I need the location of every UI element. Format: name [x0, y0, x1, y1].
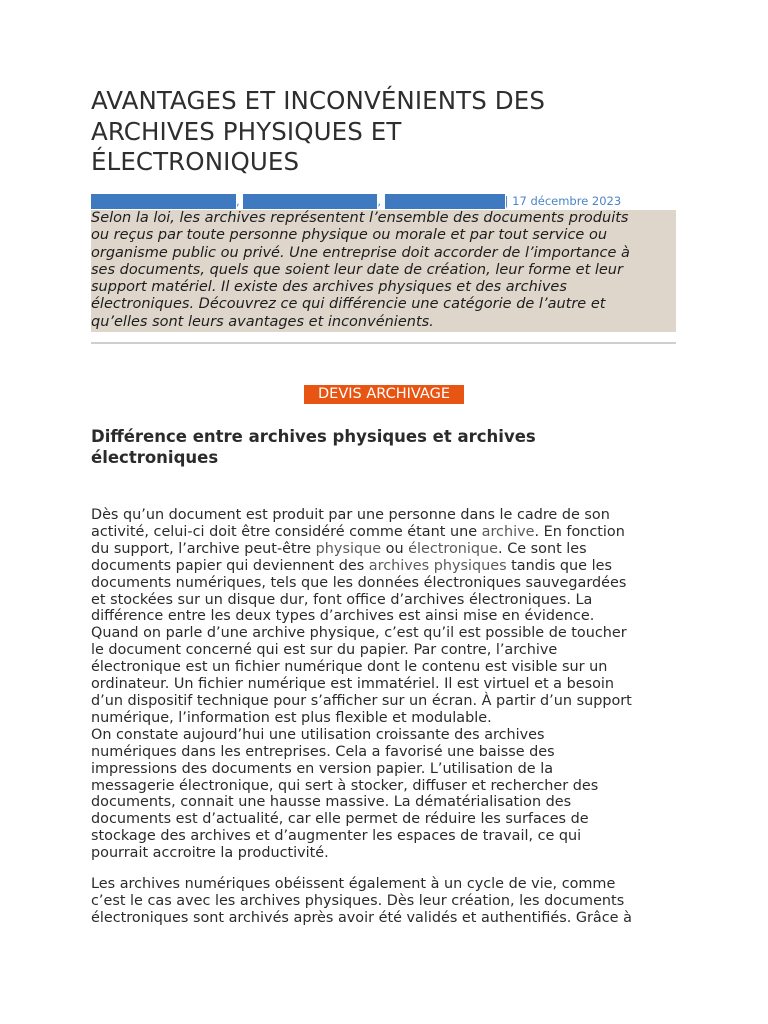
intro-line: organisme public ou privé. Une entreprise doit accorder de l’importance à — [91, 244, 630, 261]
text-span: tandis que les — [506, 557, 612, 574]
text-line: ordinateur. Un fichier numérique est immatériel. Il est virtuel et a besoin — [91, 676, 614, 693]
text-line: numérique, l’information est plus flexible et modulable. — [91, 709, 492, 726]
text-line: électroniques sont archivés après avoir été validés et authentifiés. Grâce à — [91, 909, 632, 926]
text-line: pourrait accroitre la productivité. — [91, 845, 329, 862]
text-line: stockage des archives et d’augmenter les espaces de travail, ce qui — [91, 828, 582, 845]
text-span: . Ce sont les — [498, 540, 587, 557]
text-span: documents papier qui deviennent des — [91, 557, 369, 574]
text-line — [91, 558, 691, 575]
divider — [91, 342, 676, 344]
text-line: le document concerné qui est sur du papier. Par contre, l’archive — [91, 642, 558, 659]
intro-line: Selon la loi, les archives représentent l’ensemble des documents produits — [91, 210, 629, 226]
intro-line: ses documents, quels que soient leur date de création, leur forme et leur — [91, 261, 623, 278]
text-line: différence entre les deux types d’archives est ainsi mise en évidence. — [91, 608, 595, 625]
text-span: du support, l’archive peut-être — [91, 540, 316, 557]
tag-link[interactable] — [385, 194, 505, 209]
text-line: et stockées sur un disque dur, font office d’archives électroniques. La — [91, 591, 593, 608]
intro-line: support matériel. Il existe des archives physiques et des archives — [91, 279, 567, 296]
heading-line: Différence entre archives physiques et archives — [91, 427, 536, 446]
physique-link[interactable]: physique — [315, 540, 382, 557]
text-line: numériques dans les entreprises. Cela a favorisé une baisse des — [91, 743, 555, 760]
text-line: c’est le cas avec les archives physiques. Dès leur création, les documents — [91, 892, 625, 909]
text-line: électronique est un fichier numérique dont le contenu est visible sur un — [91, 659, 608, 676]
title-line: ÉLECTRONIQUES — [91, 147, 300, 176]
publish-date: | 17 décembre 2023 — [504, 194, 622, 208]
meta-separator: , — [377, 194, 381, 208]
category-link[interactable] — [243, 194, 377, 209]
intro-line: qu’elles sont leurs avantages et inconvénients. — [91, 313, 434, 330]
intro-line: ou reçus par toute personne physique ou morale et par tout service ou — [91, 227, 608, 244]
section-heading — [91, 426, 691, 468]
article-meta — [91, 193, 621, 210]
intro-box — [91, 210, 676, 332]
title-line: ARCHIVES PHYSIQUES ET — [91, 116, 402, 146]
text-line: impressions des documents en version papier. L’utilisation de la — [91, 760, 554, 777]
text-span: . En fonction — [534, 523, 625, 540]
text-line: messagerie électronique, qui sert à stocker, diffuser et rechercher des — [91, 777, 599, 794]
text-line — [91, 524, 691, 541]
text-line — [91, 541, 691, 558]
meta-separator: , — [236, 194, 240, 208]
author-link[interactable] — [91, 194, 236, 209]
paragraph-cycle-de-vie — [91, 876, 691, 927]
text-line: d’un dispositif technique pour s’afficher sur un écran. À partir d’un support — [91, 692, 632, 709]
devis-archivage-button[interactable]: DEVIS ARCHIVAGE — [304, 385, 464, 404]
text-line: documents, connait une hausse massive. La dématérialisation des — [91, 794, 572, 811]
text-span: ou — [381, 540, 409, 557]
text-line: documents est d’actualité, car elle permet de réduire les surfaces de — [91, 811, 589, 828]
heading-line: électroniques — [91, 448, 219, 467]
text-line: Les archives numériques obéissent également à un cycle de vie, comme — [91, 876, 616, 892]
title-line: AVANTAGES ET INCONVÉNIENTS DES — [91, 86, 545, 115]
article-title — [91, 86, 691, 178]
archives-physiques-link[interactable]: archives physiques — [368, 557, 507, 574]
intro-line: électroniques. Découvrez ce qui différencie une catégorie de l’autre et — [91, 296, 606, 313]
text-span: activité, celui-ci doit être considéré comme étant une — [91, 523, 482, 540]
paragraph-difference — [91, 507, 691, 862]
text-line: On constate aujourd’hui une utilisation croissante des archives — [91, 726, 545, 743]
archive-link[interactable]: archive — [481, 523, 535, 540]
text-line: Quand on parle d’une archive physique, c’est qu’il est possible de toucher — [91, 625, 627, 642]
electronique-link[interactable]: électronique — [408, 540, 499, 557]
text-line: documents numériques, tels que les données électroniques sauvegardées — [91, 574, 627, 591]
text-line: Dès qu’un document est produit par une personne dans le cadre de son — [91, 507, 610, 523]
